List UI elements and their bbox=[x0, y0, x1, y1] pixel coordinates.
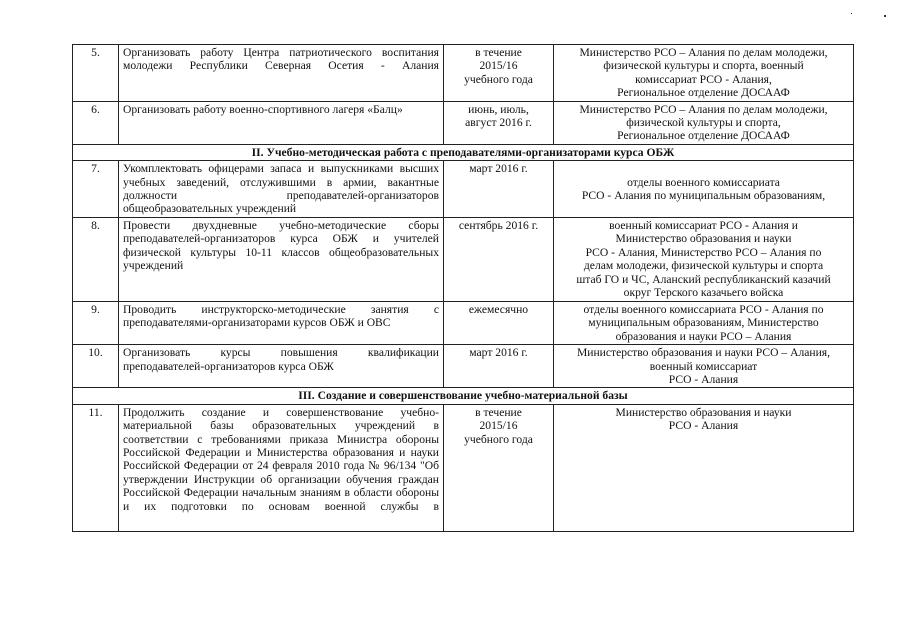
table-row bbox=[73, 161, 854, 218]
table-row bbox=[73, 345, 854, 388]
table-row bbox=[73, 301, 854, 344]
section-heading: III. Создание и совершенствование учебно-материальной базы bbox=[73, 388, 854, 404]
term-text: июнь, июль, август 2016 г. bbox=[444, 101, 554, 144]
term-text: март 2016 г. bbox=[444, 161, 554, 218]
term-text: в течение 2015/16 учебного года bbox=[444, 404, 554, 531]
row-number: 11. bbox=[73, 404, 119, 531]
responsible-text: Министерство образования и науки РСО - Алания bbox=[554, 404, 854, 531]
activity-plan-table bbox=[72, 44, 854, 532]
section-heading: II. Учебно-методическая работа с преподавателями-организаторами курса ОБЖ bbox=[73, 144, 854, 160]
section-row bbox=[73, 144, 854, 160]
term-text: сентябрь 2016 г. bbox=[444, 217, 554, 301]
task-text: Укомплектовать офицерами запаса и выпускниками высших учебных заведений, отслужившими в армии, вакантные должности преподавателей-организаторов общеобразовательных учреждений bbox=[119, 161, 444, 218]
row-number: 5. bbox=[73, 45, 119, 102]
table-row bbox=[73, 101, 854, 144]
section-row bbox=[73, 388, 854, 404]
task-text: Продолжить создание и совершенствование учебно-материальной базы образовательных учреждений в соответствии с требованиями приказа Министра обороны Российской Федерации и Министерства образования и науки Российской Федерации от 24 февраля 2010 года № 96/134 "Об утверждении Инструкции об организации обучения граждан Российской Федерации начальным знаниям в области обороны и их подготовки по основам военной службы в bbox=[119, 404, 444, 531]
term-text: март 2016 г. bbox=[444, 345, 554, 388]
responsible-text: отделы военного комиссариата РСО - Алания по муниципальным образованиям, Министерство образования и науки РСО – Алания bbox=[554, 301, 854, 344]
task-text: Организовать работу военно-спортивного лагеря «Балц» bbox=[119, 101, 444, 144]
scan-speck bbox=[884, 15, 886, 17]
term-text: ежемесячно bbox=[444, 301, 554, 344]
responsible-text: военный комиссариат РСО - Алания и Министерство образования и науки РСО - Алания, Министерство РСО – Алания по делам молодежи, физической культуры и спорта штаб ГО и ЧС, Аланский республиканский казачий округ Терского казачьего войска bbox=[554, 217, 854, 301]
table-row bbox=[73, 217, 854, 301]
table-row bbox=[73, 45, 854, 102]
task-text: Организовать курсы повышения квалификации преподавателей-организаторов курса ОБЖ bbox=[119, 345, 444, 388]
task-text: Провести двухдневные учебно-методические сборы преподавателей-организаторов курса ОБЖ и учителей физической культуры 10-11 классов общеобразовательных учреждений bbox=[119, 217, 444, 301]
task-text: Проводить инструкторско-методические занятия с преподавателями-организаторами курсов ОБЖ и ОВС bbox=[119, 301, 444, 344]
term-text: в течение 2015/16 учебного года bbox=[444, 45, 554, 102]
scan-speck bbox=[851, 13, 852, 14]
responsible-text: Министерство образования и науки РСО – Алания, военный комиссариат РСО - Алания bbox=[554, 345, 854, 388]
row-number: 9. bbox=[73, 301, 119, 344]
row-number: 8. bbox=[73, 217, 119, 301]
row-number: 10. bbox=[73, 345, 119, 388]
responsible-text: отделы военного комиссариата РСО - Алания по муниципальным образованиям, bbox=[554, 161, 854, 218]
row-number: 7. bbox=[73, 161, 119, 218]
task-text: Организовать работу Центра патриотического воспитания молодежи Республики Северная Осетия - Алания bbox=[119, 45, 444, 102]
table-row bbox=[73, 404, 854, 531]
responsible-text: Министерство РСО – Алания по делам молодежи, физической культуры и спорта, Региональное отделение ДОСААФ bbox=[554, 101, 854, 144]
responsible-text: Министерство РСО – Алания по делам молодежи, физической культуры и спорта, военный комиссариат РСО - Алания, Региональное отделение ДОСААФ bbox=[554, 45, 854, 102]
row-number: 6. bbox=[73, 101, 119, 144]
